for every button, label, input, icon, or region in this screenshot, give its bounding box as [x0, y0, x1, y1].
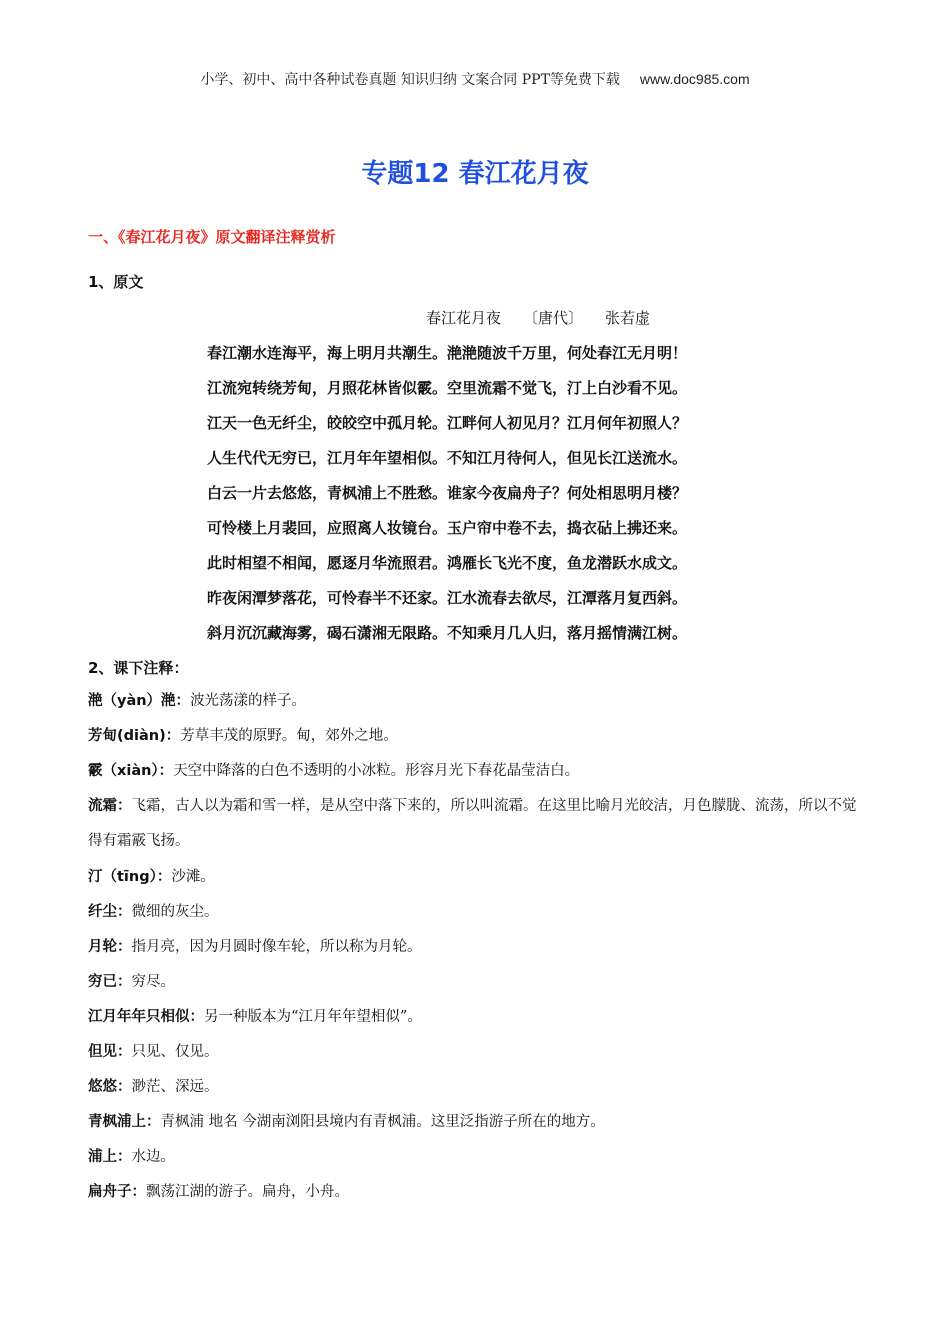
note-definition: 另一种版本为“江月年年望相似”。	[204, 1009, 422, 1025]
poem-author: 张若虚	[605, 309, 651, 327]
note-item	[88, 1146, 868, 1168]
note-item	[88, 901, 868, 923]
note-definition: 芳草丰茂的原野。甸，郊外之地。	[180, 728, 398, 744]
page-header	[0, 69, 950, 89]
note-item	[88, 866, 868, 888]
header-text: 小学、初中、高中各种试卷真题 知识归纳 文案合同 PPT等免费下载	[200, 72, 620, 88]
note-item	[88, 725, 868, 747]
note-term: 但见：	[88, 1044, 132, 1060]
note-term: 浦上：	[88, 1149, 132, 1165]
poem-line: 春江潮水连海平，海上明月共潮生。滟滟随波千万里，何处春江无月明！	[207, 344, 688, 362]
notes-list	[88, 690, 868, 1216]
note-definition: 青枫浦 地名 今湖南浏阳县境内有青枫浦。这里泛指游子所在的地方。	[160, 1114, 605, 1130]
poem-line: 可怜楼上月裴回，应照离人妆镜台。玉户帘中卷不去，捣衣砧上拂还来。	[207, 519, 688, 537]
note-term: 悠悠：	[88, 1079, 132, 1095]
poem-body	[207, 342, 767, 657]
note-term: 流霜：	[88, 798, 132, 814]
note-term: 穷已：	[88, 974, 132, 990]
note-item	[88, 690, 868, 712]
note-item	[88, 1006, 868, 1028]
poem-line: 江天一色无纤尘，皎皎空中孤月轮。江畔何人初见月？江月何年初照人？	[207, 414, 688, 432]
poem-line: 此时相望不相闻，愿逐月华流照君。鸿雁长飞光不度，鱼龙潜跃水成文。	[207, 554, 688, 572]
page-title: 专题12 春江花月夜	[361, 159, 589, 189]
note-term: 扁舟子：	[88, 1184, 146, 1200]
note-item	[88, 789, 868, 859]
note-term: 霰（xiàn）：	[88, 763, 174, 779]
poem-line: 斜月沉沉藏海雾，碣石潇湘无限路。不知乘月几人归，落月摇情满江树。	[207, 624, 688, 642]
notes-label: 2、课下注释：	[88, 659, 189, 677]
note-definition: 只见、仅见。	[131, 1044, 219, 1060]
note-term: 青枫浦上：	[88, 1114, 161, 1130]
original-text-label: 1、原文	[88, 273, 144, 291]
poem-line: 白云一片去悠悠，青枫浦上不胜愁。谁家今夜扁舟子？何处相思明月楼？	[207, 484, 688, 502]
note-definition: 穷尽。	[131, 974, 175, 990]
poem-dynasty: 〔唐代〕	[523, 309, 584, 327]
note-term: 纤尘：	[88, 904, 132, 920]
note-definition: 渺茫、深远。	[131, 1079, 219, 1095]
poem-line: 江流宛转绕芳甸，月照花林皆似霰。空里流霜不觉飞，汀上白沙看不见。	[207, 379, 688, 397]
poem-line: 人生代代无穷已，江月年年望相似。不知江月待何人，但见长江送流水。	[207, 449, 688, 467]
note-item	[88, 760, 868, 782]
note-definition: 飘荡江湖的游子。扁舟，小舟。	[146, 1184, 349, 1200]
note-definition: 天空中降落的白色不透明的小冰粒。形容月光下春花晶莹洁白。	[173, 763, 580, 779]
note-item	[88, 1111, 868, 1133]
note-item	[88, 936, 868, 958]
poem-line: 昨夜闲潭梦落花，可怜春半不还家。江水流春去欲尽，江潭落月复西斜。	[207, 589, 688, 607]
note-term: 月轮：	[88, 939, 132, 955]
note-definition: 微细的灰尘。	[131, 904, 219, 920]
note-definition: 波光荡漾的样子。	[190, 693, 307, 709]
note-term: 江月年年只相似：	[88, 1009, 204, 1025]
note-item	[88, 971, 868, 993]
section-heading: 一、《春江花月夜》原文翻译注释赏析	[88, 228, 336, 246]
note-term: 汀（tīng）：	[88, 869, 172, 885]
note-term: 芳甸(diàn)：	[88, 728, 181, 744]
note-term: 滟（yàn）滟：	[88, 693, 191, 709]
poem-byline	[426, 307, 650, 328]
note-item	[88, 1076, 868, 1098]
note-definition: 沙滩。	[171, 869, 215, 885]
note-definition: 水边。	[131, 1149, 175, 1165]
note-item	[88, 1181, 868, 1203]
note-definition: 指月亮，因为月圆时像车轮，所以称为月轮。	[131, 939, 422, 955]
header-site-link[interactable]: www.doc985.com	[639, 71, 750, 87]
poem-title: 春江花月夜	[426, 309, 502, 327]
note-item	[88, 1041, 868, 1063]
note-definition: 飞霜，古人以为霜和雪一样，是从空中落下来的，所以叫流霜。在这里比喻月光皎洁，月色朦胧、流荡，所以不觉得有霜霰飞扬。	[88, 798, 857, 849]
